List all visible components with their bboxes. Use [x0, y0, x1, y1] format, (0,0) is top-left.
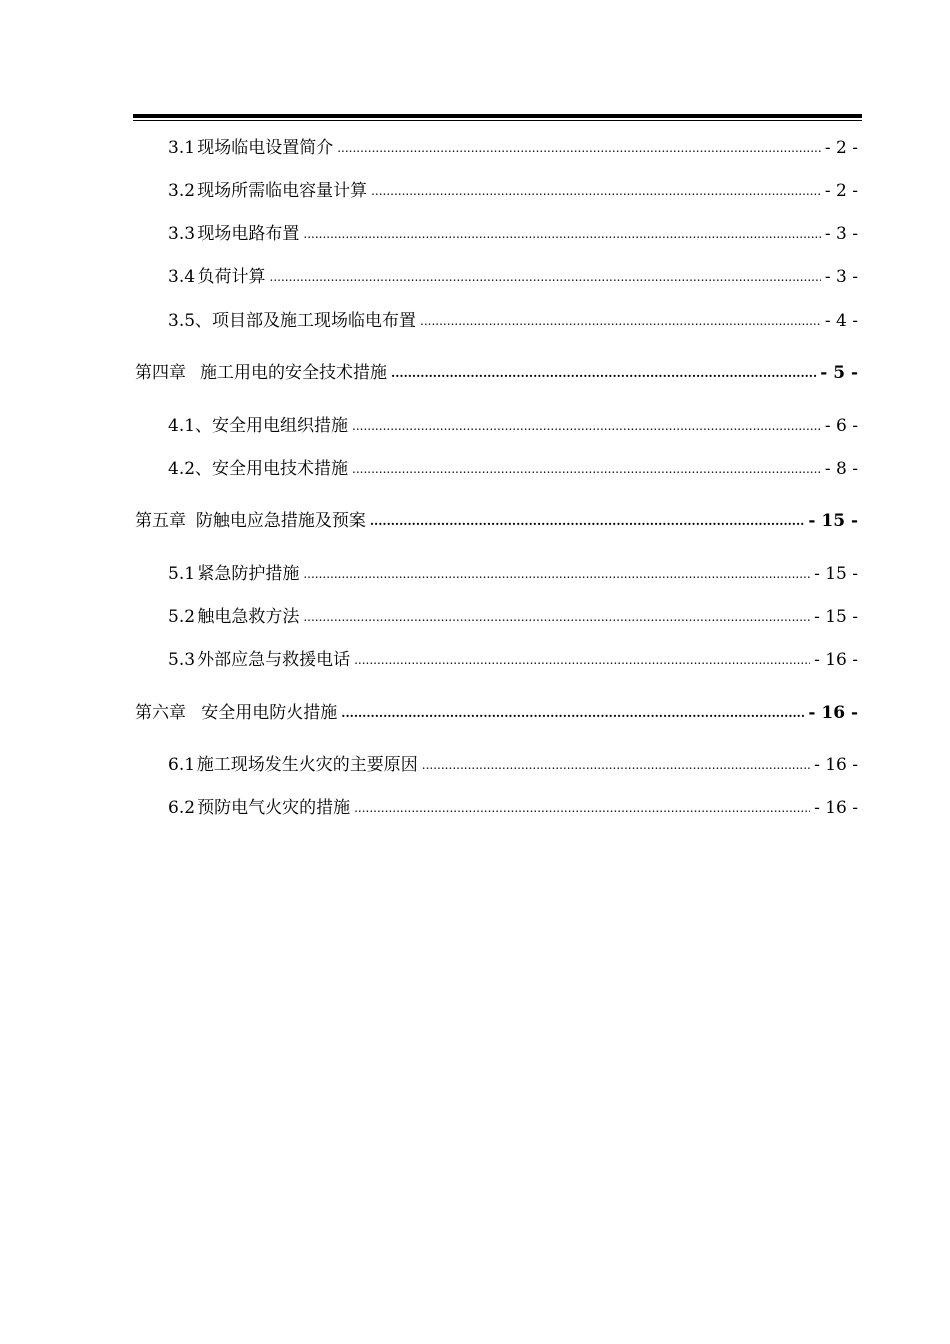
header-rule-thin — [133, 120, 862, 121]
toc-leader-dots — [354, 649, 810, 671]
toc-leader-dots — [303, 606, 810, 628]
toc-entry[interactable] — [168, 797, 858, 820]
toc-entry[interactable] — [168, 458, 858, 481]
toc-chapter-page: - 5 - — [820, 363, 858, 383]
toc-entry-page: - 15 - — [814, 564, 858, 584]
toc-chapter-number: 第六章 — [135, 703, 186, 723]
toc-entry-number: 3.1 — [168, 138, 196, 158]
toc-chapter-title: 防触电应急措施及预案 — [195, 511, 366, 531]
toc-entry-title: 安全用电组织措施 — [212, 416, 349, 436]
toc-leader-dots — [337, 137, 821, 159]
toc-entry-title: 触电急救方法 — [197, 607, 300, 627]
toc-entry-number: 3.4 — [168, 267, 196, 287]
toc-entry-title: 安全用电技术措施 — [212, 459, 349, 479]
toc-leader-dots — [391, 362, 816, 384]
toc-entry-number: 6.1 — [168, 755, 196, 775]
toc-leader-dots — [341, 702, 804, 724]
header-rule-thick — [133, 114, 862, 118]
toc-entry-number: 5.3 — [168, 650, 196, 670]
toc-entry[interactable] — [168, 180, 858, 203]
toc-entry-title: 现场电路布置 — [197, 224, 300, 244]
toc-chapter-entry[interactable] — [135, 702, 858, 725]
toc-chapter-number: 第四章 — [135, 363, 186, 383]
toc-leader-dots — [422, 754, 810, 776]
toc-entry-page: - 6 - — [824, 416, 858, 436]
toc-leader-dots — [352, 415, 821, 437]
toc-entry[interactable] — [168, 310, 858, 333]
toc-entry[interactable] — [168, 563, 858, 586]
toc-entry-page: - 3 - — [824, 224, 858, 244]
toc-entry-number: 3.3 — [168, 224, 196, 244]
toc-leader-dots — [420, 310, 821, 332]
toc-entry-number: 6.2 — [168, 798, 196, 818]
toc-leader-dots — [352, 458, 821, 480]
toc-entry-title: 外部应急与救援电话 — [197, 650, 351, 670]
toc-entry[interactable] — [168, 754, 858, 777]
toc-entry-number: 4.1、 — [168, 416, 213, 436]
toc-entry-number: 4.2、 — [168, 459, 213, 479]
toc-entry-page: - 3 - — [824, 267, 858, 287]
toc-entry-number: 3.2 — [168, 181, 196, 201]
toc-entry-page: - 16 - — [814, 755, 858, 775]
toc-entry-page: - 2 - — [824, 138, 858, 158]
toc-entry-title: 现场所需临电容量计算 — [197, 181, 368, 201]
toc-leader-dots — [370, 510, 805, 532]
toc-entry-page: - 16 - — [814, 798, 858, 818]
toc-entry-number: 5.2 — [168, 607, 196, 627]
toc-leader-dots — [270, 266, 821, 288]
toc-entry-page: - 2 - — [824, 181, 858, 201]
toc-entry[interactable] — [168, 606, 858, 629]
toc-entry-title: 施工现场发生火灾的主要原因 — [196, 755, 418, 775]
toc-entry[interactable] — [168, 649, 858, 672]
toc-chapter-entry[interactable] — [135, 362, 858, 385]
toc-leader-dots — [354, 797, 810, 819]
toc-chapter-title: 施工用电的安全技术措施 — [200, 363, 388, 383]
toc-entry-title: 紧急防护措施 — [197, 564, 300, 584]
toc-entry[interactable] — [168, 415, 858, 438]
toc-entry[interactable] — [168, 266, 858, 289]
toc-leader-dots — [303, 563, 810, 585]
toc-chapter-title: 安全用电防火措施 — [201, 703, 338, 723]
toc-entry-page: - 15 - — [814, 607, 858, 627]
toc-entry-number: 3.5、 — [168, 311, 213, 331]
toc-entry-page: - 8 - — [824, 459, 858, 479]
toc-chapter-page: - 15 - — [808, 511, 858, 531]
toc-entry[interactable] — [168, 137, 858, 160]
toc-entry-title: 项目部及施工现场临电布置 — [212, 311, 417, 331]
toc-leader-dots — [303, 223, 820, 245]
toc-entry-title: 负荷计算 — [197, 267, 266, 287]
toc-entry-page: - 16 - — [814, 650, 858, 670]
toc-entry-number: 5.1 — [168, 564, 196, 584]
toc-entry-page: - 4 - — [824, 311, 858, 331]
toc-entry-title: 现场临电设置简介 — [197, 138, 334, 158]
toc-entry[interactable] — [168, 223, 858, 246]
toc-entry-title: 预防电气火灾的措施 — [197, 798, 351, 818]
toc-chapter-number: 第五章 — [135, 511, 186, 531]
toc-chapter-page: - 16 - — [808, 703, 858, 723]
toc-leader-dots — [371, 180, 821, 202]
toc-chapter-entry[interactable] — [135, 510, 858, 533]
